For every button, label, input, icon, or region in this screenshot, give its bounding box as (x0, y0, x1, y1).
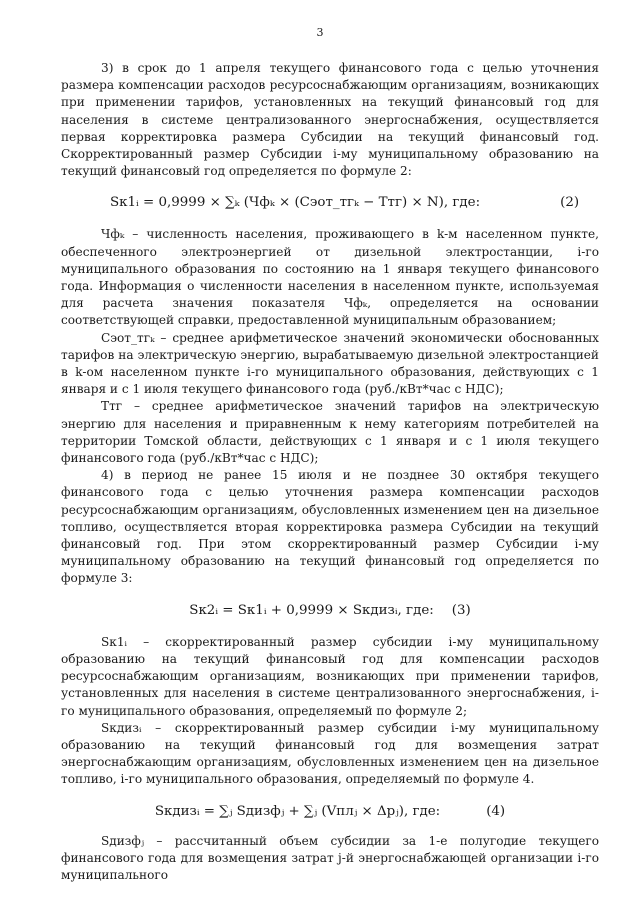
formula-2 (61, 194, 599, 212)
formula-4-expression: Sкдизᵢ = ∑ⱼ Sдизфⱼ + ∑ⱼ (Vплⱼ × Δpⱼ), где: (154, 803, 441, 819)
formula-2-expression: Sк1ᵢ = 0,9999 × ∑ₖ (Чфₖ × (Сэот_тгₖ − Ттг) × N), где: (110, 195, 481, 211)
definition-ttg: Ттг – среднее арифметическое значений тарифов на электрическую энергию для населения и приравненным к нему категориям потребителей на территории Томской области, действующих с 1 января и с 1 июля текущего финансового года (руб./кВт*час с НДС); (61, 399, 599, 466)
definition-chf: Чфₖ – численность населения, проживающего в k-м населенном пункте, обеспеченного электроэнергией от дизельной электростанции, i-го муниципального образования по состоянию на 1 января текущего финансового года. Информация о численности населения в населенном пункте, используемая для расчета значения показателя Чфₖ, определяется на основании соответствующей справки, предоставленной муниципальным образованием; (61, 227, 599, 328)
formula-3-number: (3) (451, 602, 471, 618)
definition-sk1: Sк1ᵢ – скорректированный размер субсидии i-му муниципальному образованию на текущий финансовый год для компенсации расходов ресурсоснабжающим организациям, возникающих при применении тарифов, установленных для населения в системе централизованного энергоснабжения, i-го муниципального образования, определяемый по формуле 2; (61, 634, 599, 718)
formula-4 (61, 803, 599, 821)
formula-2-number: (2) (560, 195, 580, 211)
paragraph-item-3: 3) в срок до 1 апреля текущего финансового года с целью уточнения размера компенсации расходов ресурсоснабжающим организациям, возникающих при применении тарифов, установленных на текущий финансовый год для населения в системе централизованного энергоснабжения, осуществляется первая корректировка размера Субсидии на текущий финансовый год. Скорректированный размер Субсидии i-му муниципальному образованию на текущий финансовый год определяется по формуле 2: (61, 61, 599, 179)
paragraph-item-4: 4) в период не ранее 15 июля и не позднее 30 октября текущего финансового года с целью уточнения размера компенсации расходов ресурсоснабжающим организациям, обусловленных изменением цен на дизельное топливо, осуществляется вторая корректировка размера Субсидии на текущий финансовый год. При этом скорректированный размер Субсидии i-му муниципальному образованию на текущий финансовый год определяется по формуле 3: (61, 468, 599, 586)
definition-skdiz: Sкдизᵢ – скорректированный размер субсидии i-му муниципальному образованию на текущий финансовый год для возмещения затрат энергоснабжающим организациям, обусловленных изменением цен на дизельное топливо, i-го муниципального образования, определяемый по формуле 4. (61, 720, 599, 787)
formula-3-expression: Sк2ᵢ = Sк1ᵢ + 0,9999 × Sкдизᵢ, где: (189, 602, 434, 618)
document-body (61, 60, 599, 884)
formula-3 (61, 602, 599, 620)
formula-4-number: (4) (486, 803, 506, 819)
page-number: 3 (316, 26, 324, 39)
definition-seot: Сэот_тгₖ – среднее арифметическое значений экономически обоснованных тарифов на электрическую энергию, вырабатываемую дизельной электростанцией в k-ом населенном пункте i-го муниципального образования, действующих с 1 января и с 1 июля текущего финансового года (руб./кВт*час с НДС); (61, 330, 599, 397)
definition-sdizf: Sдизфⱼ – рассчитанный объем субсидии за 1-е полугодие текущего финансового года для возмещения затрат j-й энергоснабжающей организации i-го муниципального (61, 833, 599, 882)
